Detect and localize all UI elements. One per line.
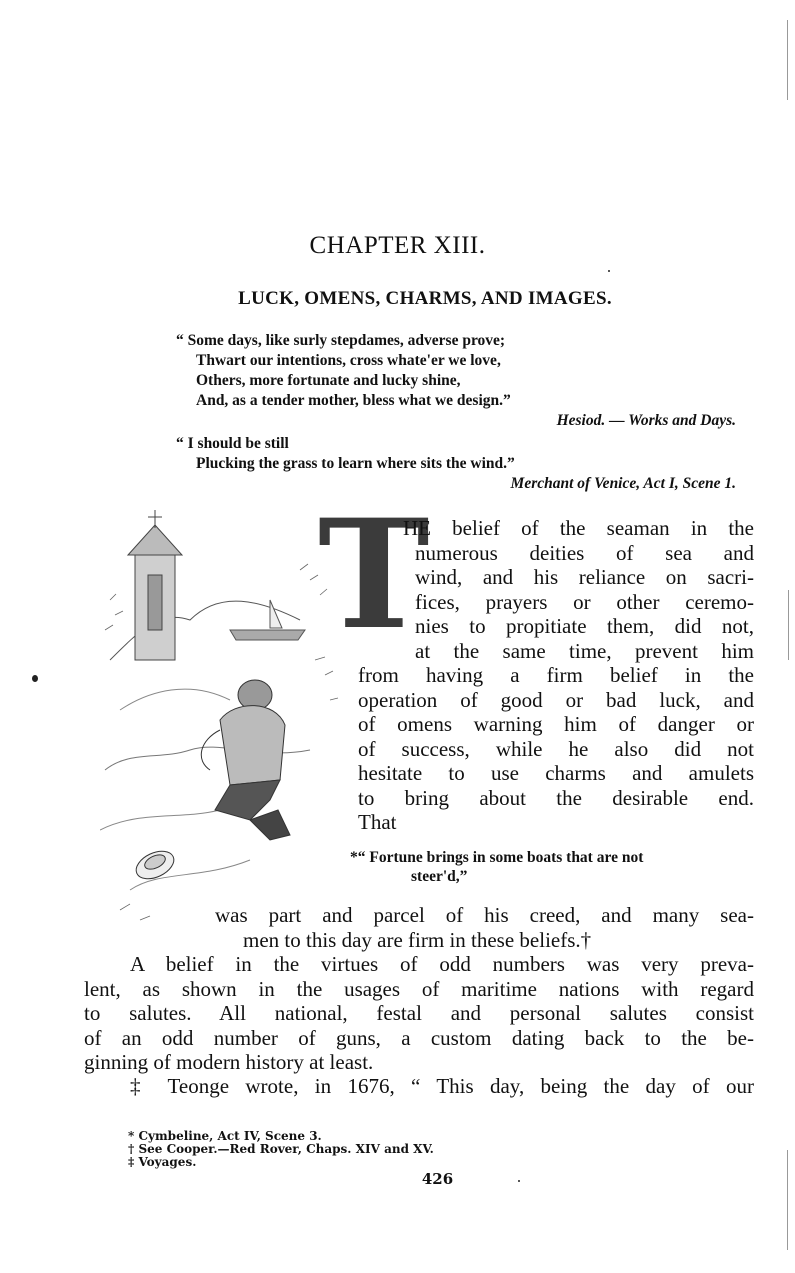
- scan-edge-line: [787, 1150, 788, 1250]
- body-line: of omens warning him of danger or: [358, 712, 754, 736]
- body-line: ‡ Teonge wrote, in 1676, “ This day, being the day of our: [130, 1074, 754, 1098]
- epigraph-line: Thwart our intentions, cross whate'er we love,: [196, 352, 501, 369]
- epigraph-citation: Hesiod. — Works and Days.: [556, 412, 736, 429]
- body-line: HE belief of the seaman in the: [403, 516, 754, 540]
- drop-cap: T: [318, 487, 430, 663]
- body-line: numerous deities of sea and: [415, 540, 754, 565]
- body-line: at the same time, prevent him: [415, 638, 754, 663]
- epigraph-line: Others, more fortunate and lucky shine,: [196, 372, 461, 389]
- after-quote-text: [215, 903, 754, 952]
- chapter-title: CHAPTER XIII.: [309, 232, 486, 259]
- epigraph-citation: Merchant of Venice, Act I, Scene 1.: [510, 475, 736, 492]
- body-line: fices, prayers or other ceremo-: [415, 589, 754, 614]
- body-line: to salutes. All national, festal and personal salutes consist: [84, 1001, 754, 1025]
- dropcap-wrapped-text: [403, 516, 754, 663]
- body-line: nies to propitiate them, did not,: [415, 614, 754, 638]
- illustration-wrapped-text: [358, 663, 754, 835]
- inset-quote: [350, 848, 760, 886]
- body-line: men to this day are firm in these beliefs.†: [243, 927, 592, 952]
- epigraph-line: And, as a tender mother, bless what we design.”: [196, 392, 511, 409]
- body-line: A belief in the virtues of odd numbers was very preva-: [130, 952, 754, 976]
- footnotes: [128, 1130, 628, 1169]
- body-line: That: [358, 810, 397, 834]
- epigraph-hesiod: [176, 331, 736, 431]
- body-line: from having a firm belief in the: [358, 663, 754, 687]
- body-line: of success, while he also did not: [358, 736, 754, 761]
- section-title: LUCK, OMENS, CHARMS, AND IMAGES.: [238, 288, 612, 309]
- paragraph-odd-numbers: [84, 952, 754, 1075]
- body-line: of an odd number of guns, a custom dating back to the be-: [84, 1025, 754, 1050]
- epigraph-line: Plucking the grass to learn where sits the wind.”: [196, 455, 515, 472]
- sailor-shrine-illustration: [100, 510, 350, 930]
- footnote-marker: *“: [350, 849, 366, 866]
- body-line: wind, and his reliance on sacri-: [415, 565, 754, 589]
- epigraph-shakespeare: [176, 434, 736, 494]
- scan-speck: [32, 675, 38, 682]
- body-line: was part and parcel of his creed, and many sea-: [215, 903, 754, 927]
- quote-line: Fortune brings in some boats that are not: [369, 849, 644, 866]
- footnote: ‡ Voyages.: [128, 1155, 197, 1169]
- page-number: 426: [421, 1170, 454, 1188]
- epigraph-line: “ Some days, like surly stepdames, adverse prove;: [176, 332, 506, 349]
- body-line: ginning of modern history at least.: [84, 1050, 374, 1074]
- quote-line: steer'd,”: [411, 868, 468, 885]
- footnote: * Cymbeline, Act IV, Scene 3.: [128, 1129, 322, 1143]
- scan-speck: [518, 1180, 520, 1182]
- footnote: † See Cooper.—Red Rover, Chaps. XIV and XV.: [128, 1142, 434, 1156]
- body-line: lent, as shown in the usages of maritime nations with regard: [84, 976, 754, 1001]
- scan-edge-line: [787, 20, 788, 100]
- body-line: operation of good or bad luck, and: [358, 687, 754, 712]
- epigraph-line: “ I should be still: [176, 435, 289, 452]
- paragraph-teonge: [130, 1074, 754, 1099]
- body-line: to bring about the desirable end.: [358, 785, 754, 810]
- body-line: hesitate to use charms and amulets: [358, 761, 754, 785]
- scan-edge-line: [788, 590, 789, 660]
- scan-speck: [608, 270, 610, 272]
